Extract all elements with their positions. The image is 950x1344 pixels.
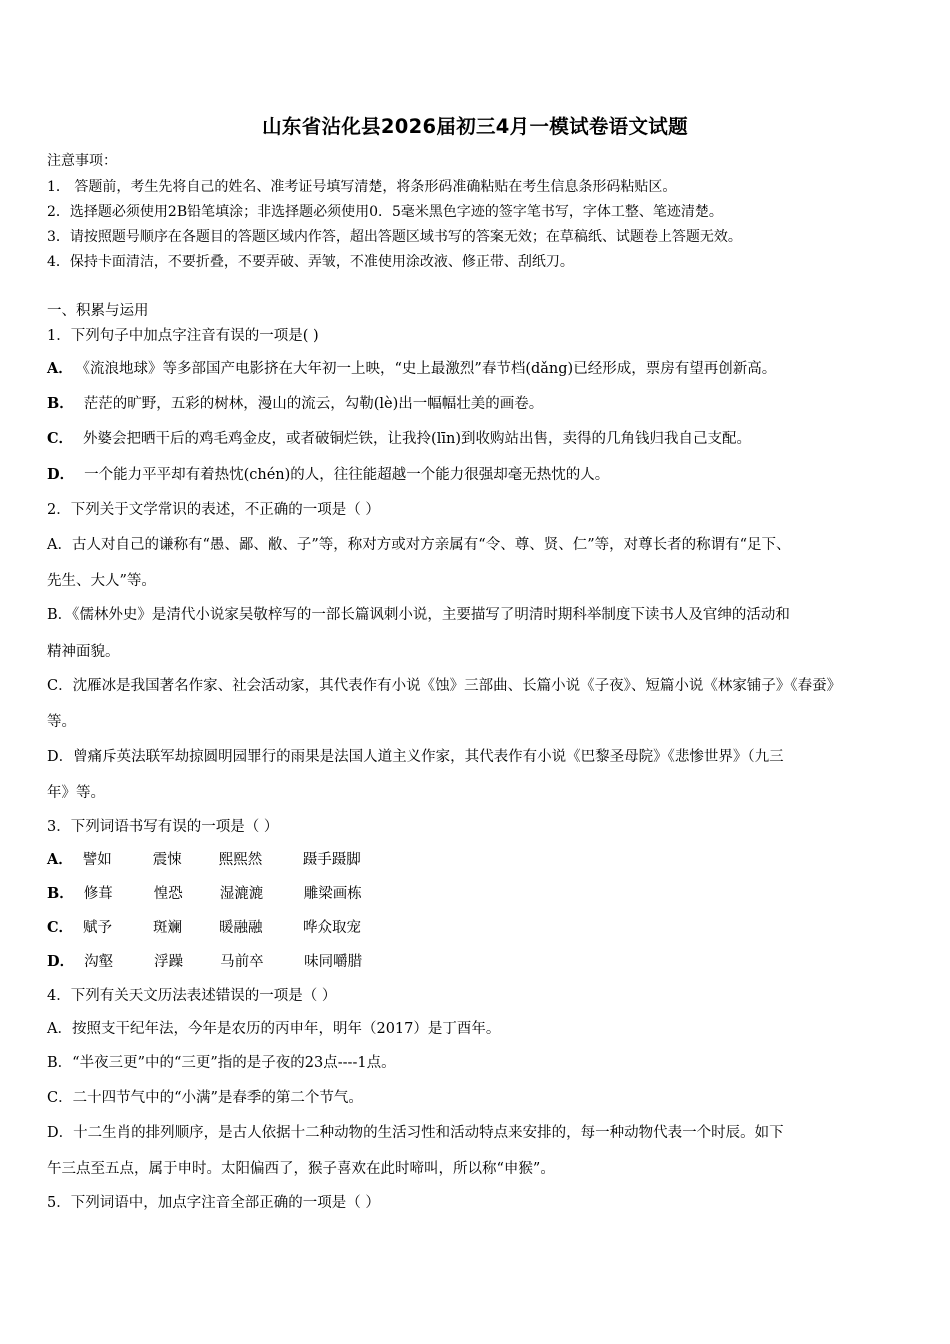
q1-option-a [47,362,776,377]
q4-option-a: A．按照支干纪年法，今年是农历的丙申年，明年（2017）是丁酉年。 [47,1021,501,1037]
option-label: C． [47,919,74,936]
word: 熙熙然 [218,852,263,868]
word: 雕梁画栋 [303,886,362,902]
word: 沟壑 [84,954,114,970]
option-label: B． [47,885,74,902]
q3-option-a [47,853,361,868]
q4-option-d-line1: D．十二生肖的排列顺序，是古人依据十二种动物的生活习性和活动特点来安排的，每一种动物代表一个时辰。如下 [47,1125,784,1141]
q1-stem: 1．下列句子中加点字注音有误的一项是( ) [47,328,319,344]
notice-item-1: 1． 答题前，考生先将自己的姓名、准考证号填写清楚，将条形码准确粘贴在考生信息条形码粘贴区。 [47,179,677,195]
option-label: C． [47,430,74,447]
q2-option-c-line1: C．沈雁冰是我国著名作家、社会活动家，其代表作有小说《蚀》三部曲、长篇小说《子夜》、短篇小说《林家铺子》《春蚕》 [47,678,842,694]
word: 哗众取宠 [303,920,362,936]
q4-stem: 4．下列有关天文历法表述错误的一项是（ ） [47,988,337,1004]
q2-option-b-line1: B．《儒林外史》是清代小说家吴敬梓写的一部长篇讽刺小说，主要描写了明清时期科举制度下读书人及官绅的活动和 [47,607,790,623]
q1-option-d [47,468,609,483]
word: 蹑手蹑脚 [302,852,361,868]
q4-option-c: C．二十四节气中的“小满”是春季的第二个节气。 [47,1090,363,1106]
word: 震悚 [152,852,182,868]
option-text: 《流浪地球》等多部国产电影挤在大年初一上映，“史上最激烈”春节档(dǎng)已经形成，票房有望再创新高。 [82,361,777,377]
word: 味同嚼腊 [304,954,363,970]
q2-option-a-line1: A．古人对自己的谦称有“愚、鄙、敝、子”等，称对方或对方亲属有“令、尊、贤、仁”等，对尊长者的称谓有“足下、 [47,537,791,553]
option-text: 外婆会把晒干后的鸡毛鸡金皮，或者破铜烂铁，让我拎(līn)到收购站出售，卖得的几角钱归我自己支配。 [83,431,751,447]
word: 湿漉漉 [219,886,264,902]
q4-option-b: B．“半夜三更”中的“三更”指的是子夜的23点----1点。 [47,1055,396,1071]
q3-stem: 3．下列词语书写有误的一项是（ ） [47,819,279,835]
q3-option-b [47,887,362,902]
word: 浮躁 [154,954,184,970]
notice-item-4: 4．保持卡面清洁，不要折叠，不要弄破、弄皱，不准使用涂改液、修正带、刮纸刀。 [47,254,574,270]
word: 马前卒 [220,954,264,970]
q3-option-d [47,955,362,970]
option-label: D． [47,466,75,483]
option-label: B． [47,395,74,412]
page-title: 山东省沾化县2026届初三4月一模试卷语文试题 [262,115,688,138]
notice-item-3: 3．请按照题号顺序在各题目的答题区域内作答，超出答题区域书写的答案无效；在草稿纸、试题卷上答题无效。 [47,229,742,245]
section-heading: 一、积累与运用 [47,303,149,319]
notice-heading: 注意事项： [47,153,117,169]
q3-option-c [47,921,361,936]
q1-option-c [47,432,751,447]
option-text: 一个能力平平却有着热忱(chén)的人，往往能超越一个能力很强却毫无热忱的人。 [84,467,610,483]
notice-item-2: 2．选择题必须使用2B铅笔填涂；非选择题必须使用0．5毫米黑色字迹的签字笔书写，字体工整、笔迹清楚。 [47,204,723,220]
word: 惶恐 [153,886,183,902]
q5-stem: 5．下列词语中，加点字注音全部正确的一项是（ ） [47,1195,380,1211]
q2-stem: 2．下列关于文学常识的表述，不正确的一项是（ ） [47,502,380,518]
q2-option-a-line2: 先生、大人”等。 [47,573,156,589]
q4-option-d-line2: 午三点至五点，属于申时。太阳偏西了，猴子喜欢在此时啼叫，所以称“申猴”。 [47,1161,555,1177]
option-label: A． [47,360,73,377]
option-text: 茫茫的旷野，五彩的树林，漫山的流云，勾勒(lè)出一幅幅壮美的画卷。 [83,396,544,412]
option-label: D． [47,953,75,970]
word: 譬如 [82,852,112,868]
q2-option-d-line1: D．曾痛斥英法联军劫掠圆明园罪行的雨果是法国人道主义作家，其代表作有小说《巴黎圣母院》《悲惨世界》（九三 [47,749,784,765]
word: 斑斓 [153,920,183,936]
word: 赋予 [83,920,113,936]
q1-option-b [47,397,543,412]
q2-option-d-line2: 年》等。 [47,785,105,801]
q2-option-b-line2: 精神面貌。 [47,644,120,660]
q2-option-c-line2: 等。 [47,714,76,730]
word: 修葺 [83,886,113,902]
word: 暖融融 [219,920,263,936]
option-label: A． [47,851,73,868]
